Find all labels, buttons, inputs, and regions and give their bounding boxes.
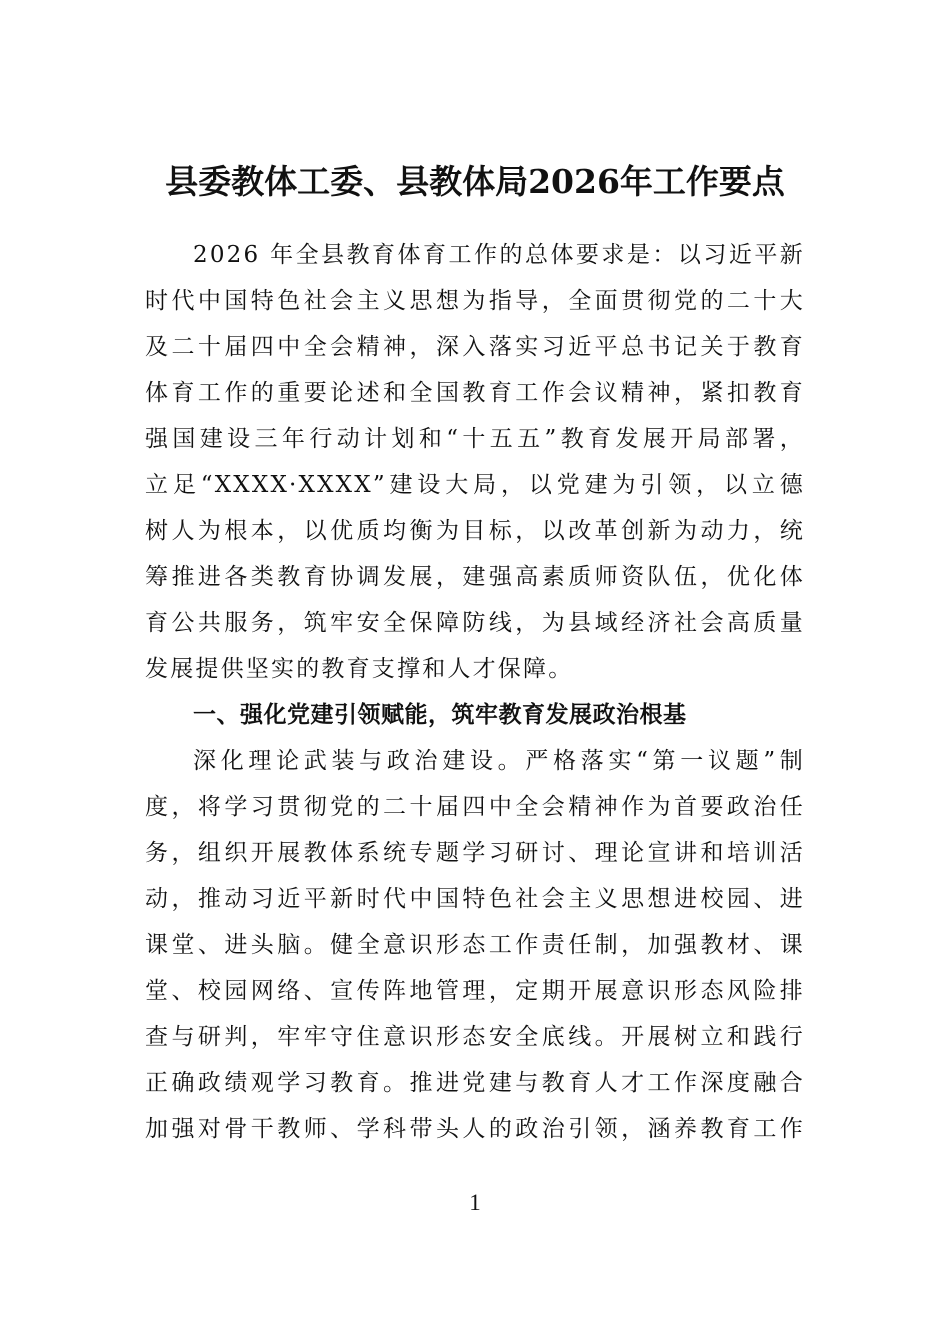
text-line: 正确政绩观学习教育。推进党建与教育人才工作深度融合 [145,1070,805,1096]
text-line: 树人为根本，以优质均衡为目标，以改革创新为动力，统 [145,518,805,544]
text-line: 筹推进各类教育协调发展，建强高素质师资队伍，优化体 [145,564,805,590]
text-line: 育公共服务，筑牢安全保障防线，为县域经济社会高质量 [145,610,805,636]
text-line: 立足“XXXX·XXXX”建设大局，以党建为引领，以立德 [145,472,805,498]
text-line: 动，推动习近平新时代中国特色社会主义思想进校园、进 [145,886,805,912]
text-line: 及二十届四中全会精神，深入落实习近平总书记关于教育 [145,334,805,360]
text-line: 度，将学习贯彻党的二十届四中全会精神作为首要政治任 [145,794,805,820]
document-title: 县委教体工委、县教体局2026年工作要点 [165,162,785,201]
text-line: 深化理论武装与政治建设。严格落实“第一议题”制 [193,748,805,774]
paragraph-overall-requirements [145,232,805,1152]
text-line: 强国建设三年行动计划和“十五五”教育发展开局部署， [145,426,805,452]
page-number: 1 [469,1190,481,1215]
text-line: 体育工作的重要论述和全国教育工作会议精神，紧扣教育 [145,380,805,406]
text-line: 时代中国特色社会主义思想为指导，全面贯彻党的二十大 [145,288,805,314]
text-line: 课堂、进头脑。健全意识形态工作责任制，加强教材、课 [145,932,805,958]
text-line: 查与研判，牢牢守住意识形态安全底线。开展树立和践行 [145,1024,805,1050]
text-line: 堂、校园网络、宣传阵地管理，定期开展意识形态风险排 [145,978,805,1004]
text-line: 加强对骨干教师、学科带头人的政治引领，涵养教育工作 [145,1116,805,1142]
text-line: 2026 年全县教育体育工作的总体要求是：以习近平新 [193,242,805,268]
text-line: 发展提供坚实的教育支撑和人才保障。 [145,656,574,682]
section-heading: 一、强化党建引领赋能，筑牢教育发展政治根基 [193,702,687,728]
text-line: 务，组织开展教体系统专题学习研讨、理论宣讲和培训活 [145,840,805,866]
